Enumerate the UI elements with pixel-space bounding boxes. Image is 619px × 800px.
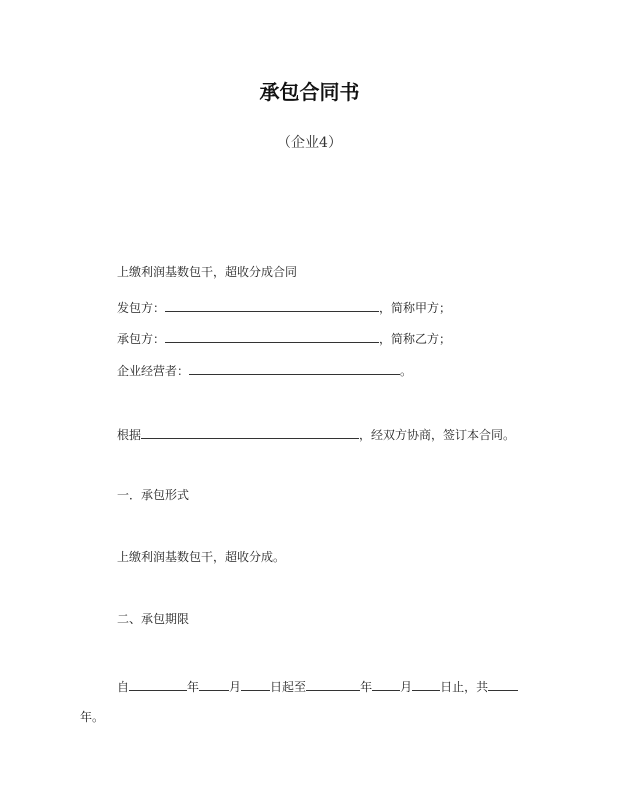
basis-blank xyxy=(141,425,359,439)
party-a-suffix: ，简称甲方； xyxy=(379,301,452,315)
operator-line xyxy=(117,361,412,379)
section1-body: 上缴利润基数包干，超收分成。 xyxy=(117,550,286,564)
term-year-end: 年 xyxy=(360,680,373,694)
document-subtitle: （企业4） xyxy=(277,135,342,151)
basis-label: 根据 xyxy=(117,428,142,442)
term-to: 日起至 xyxy=(270,680,307,694)
start-month-blank xyxy=(199,677,229,691)
basis-suffix: ，经双方协商，签订本合同。 xyxy=(359,428,516,442)
operator-blank xyxy=(189,361,400,375)
start-day-blank xyxy=(241,677,270,691)
term-month: 月 xyxy=(229,680,242,694)
operator-label: 企业经营者： xyxy=(117,364,190,378)
basis-line xyxy=(117,425,515,443)
term-month-end: 月 xyxy=(400,680,413,694)
party-a-blank xyxy=(165,298,379,312)
term-total: 日止，共 xyxy=(440,680,489,694)
term-year: 年 xyxy=(187,680,200,694)
term-tail: 年。 xyxy=(80,710,105,724)
end-month-blank xyxy=(372,677,400,691)
party-b-blank xyxy=(165,329,379,343)
party-b-line xyxy=(117,329,451,347)
section1-heading: 一．承包形式 xyxy=(117,488,190,502)
term-line xyxy=(117,677,518,695)
section2-heading: 二、承包期限 xyxy=(117,612,190,626)
contract-type-line: 上缴利润基数包干，超收分成合同 xyxy=(117,265,298,279)
start-year-blank xyxy=(129,677,187,691)
party-a-line xyxy=(117,298,451,316)
end-day-blank xyxy=(412,677,440,691)
document-title: 承包合同书 xyxy=(259,80,360,104)
party-a-label: 发包方： xyxy=(117,301,166,315)
operator-suffix: 。 xyxy=(400,364,413,378)
total-years-blank xyxy=(488,677,518,691)
term-from: 自 xyxy=(117,680,130,694)
end-year-blank xyxy=(306,677,360,691)
party-b-label: 承包方： xyxy=(117,332,166,346)
party-b-suffix: ，简称乙方； xyxy=(379,332,452,346)
